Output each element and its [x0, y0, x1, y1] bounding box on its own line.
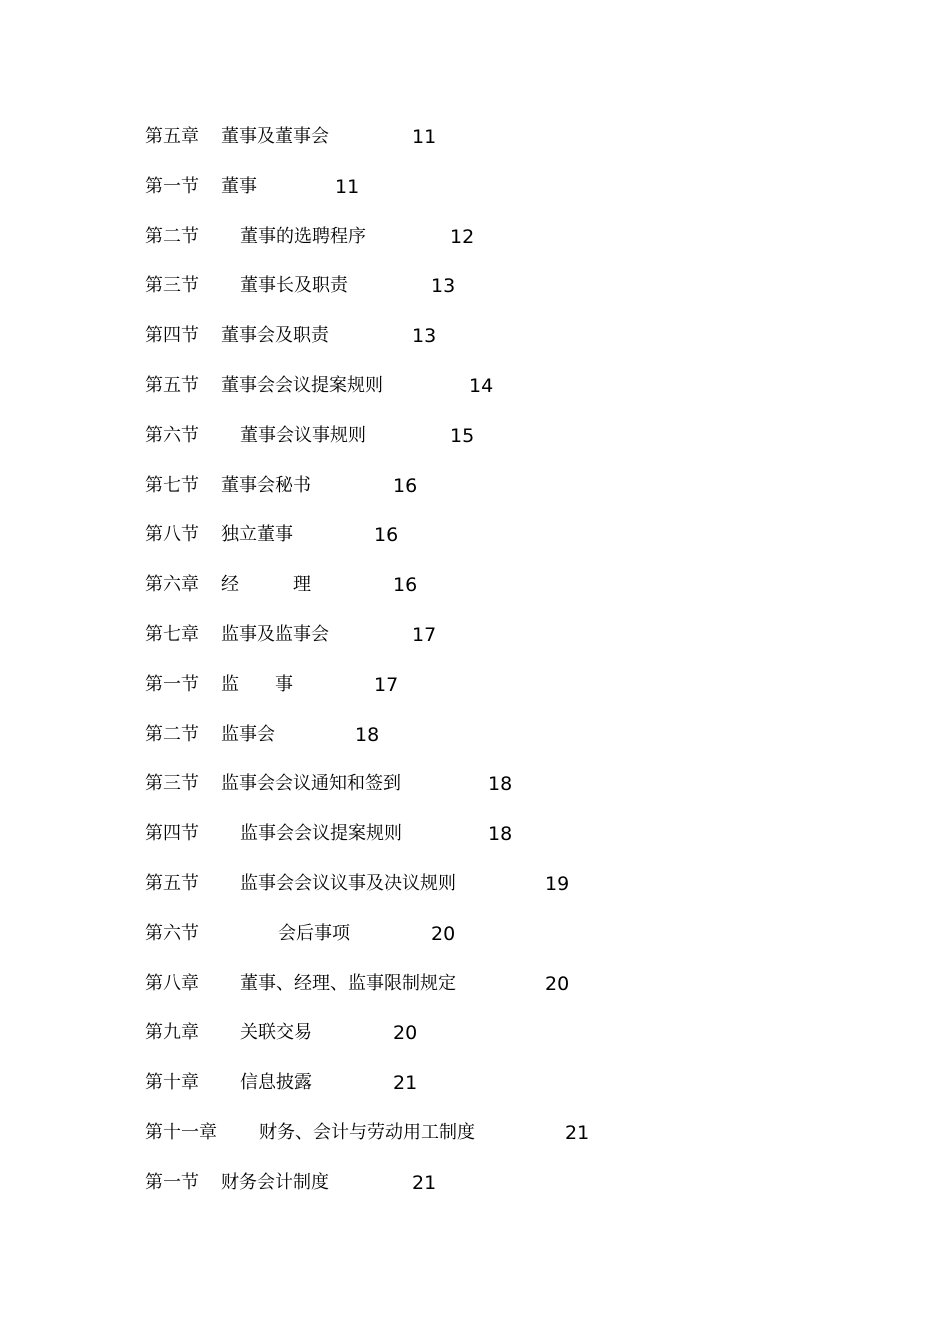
toc-label: 第五章: [145, 126, 199, 147]
toc-label: 第一节: [145, 1171, 199, 1193]
toc-page-number: 16: [374, 524, 399, 547]
toc-entry: [145, 572, 845, 622]
toc-entry: [145, 921, 845, 971]
toc-page-number: 13: [431, 275, 456, 298]
toc-entry: [145, 821, 845, 871]
toc-page-number: 21: [412, 1171, 437, 1194]
toc-title: 关联交易: [240, 1022, 312, 1044]
toc-entry: [145, 722, 845, 772]
toc-label: 第六节: [145, 424, 199, 446]
toc-title: 监事会: [221, 723, 275, 745]
toc-title: 监 事: [221, 673, 293, 695]
toc-page-number: 16: [393, 474, 418, 497]
toc-title: 董事会秘书: [221, 474, 311, 496]
toc-title: 信息披露: [240, 1072, 312, 1094]
toc-page-number: 18: [355, 723, 380, 746]
toc-entry: [145, 1170, 845, 1220]
toc-entry: [145, 971, 845, 1021]
toc-entry: [145, 672, 845, 722]
toc-title: 财务、会计与劳动用工制度: [259, 1121, 475, 1143]
toc-title: 董事会会议提案规则: [221, 374, 383, 396]
toc-label: 第五节: [145, 872, 199, 894]
toc-entry: [145, 1070, 845, 1120]
toc-entry: [145, 1020, 845, 1070]
toc-entry: [145, 423, 845, 473]
toc-title: 独立董事: [221, 524, 293, 546]
toc-entry: [145, 1120, 845, 1170]
toc-entry: [145, 473, 845, 523]
toc-page-number: 20: [431, 922, 456, 945]
toc-entry: [145, 174, 845, 224]
toc-page-number: 20: [545, 972, 570, 995]
toc-entry: [145, 771, 845, 821]
toc-page-number: 21: [393, 1072, 418, 1095]
toc-page-number: 17: [374, 673, 399, 696]
toc-title: 监事会会议议事及决议规则: [240, 872, 456, 894]
toc-label: 第六章: [145, 574, 199, 596]
toc-label: 第一节: [145, 175, 199, 197]
toc-title: 董事的选聘程序: [240, 225, 366, 247]
toc-entry: [145, 622, 845, 672]
toc-label: 第一节: [145, 673, 199, 695]
toc-label: 第三节: [145, 275, 199, 297]
toc-label: 第十章: [145, 1072, 199, 1094]
toc-page-number: 11: [335, 175, 360, 198]
toc-page-number: 20: [393, 1022, 418, 1045]
toc-entry: [145, 373, 845, 423]
toc-label: 第二节: [145, 723, 199, 745]
toc-page-number: 16: [393, 574, 418, 597]
toc-page-number: 14: [469, 374, 494, 397]
toc-label: 第四节: [145, 325, 199, 347]
toc-label: 第十一章: [145, 1121, 217, 1143]
toc-label: 第二节: [145, 225, 199, 247]
toc-label: 第七章: [145, 623, 199, 645]
toc-label: 第九章: [145, 1022, 199, 1044]
toc-title: 董事会议事规则: [240, 424, 366, 446]
toc-label: 第七节: [145, 474, 199, 496]
toc-title: 董事、经理、监事限制规定: [240, 972, 456, 994]
toc-label: 第四节: [145, 823, 199, 845]
toc-title: 经 理: [221, 574, 311, 596]
toc-title: 董事长及职责: [240, 275, 348, 297]
toc-title: 监事及监事会: [221, 623, 329, 645]
toc-title: 会后事项: [278, 922, 350, 944]
toc-title: 监事会会议提案规则: [240, 823, 402, 845]
toc-page-number: 12: [450, 225, 475, 248]
toc-entry: [145, 323, 845, 373]
toc-page-number: 19: [545, 872, 570, 895]
table-of-contents: [145, 124, 845, 1220]
toc-entry: [145, 522, 845, 572]
toc-label: 第三节: [145, 773, 199, 795]
toc-entry: [145, 124, 845, 174]
toc-label: 第八章: [145, 972, 199, 994]
toc-entry: [145, 871, 845, 921]
toc-page-number: 13: [412, 325, 437, 348]
toc-title: 财务会计制度: [221, 1171, 329, 1193]
toc-page-number: 11: [412, 126, 437, 148]
toc-page-number: 21: [565, 1121, 590, 1144]
toc-label: 第五节: [145, 374, 199, 396]
toc-page-number: 18: [488, 823, 513, 846]
toc-entry: [145, 224, 845, 274]
toc-title: 监事会会议通知和签到: [221, 773, 401, 795]
toc-page-number: 15: [450, 424, 475, 447]
toc-label: 第八节: [145, 524, 199, 546]
toc-title: 董事会及职责: [221, 325, 329, 347]
toc-title: 董事及董事会: [221, 126, 329, 147]
toc-page-number: 18: [488, 773, 513, 796]
toc-title: 董事: [221, 175, 257, 197]
toc-page-number: 17: [412, 623, 437, 646]
toc-entry: [145, 273, 845, 323]
toc-label: 第六节: [145, 922, 199, 944]
